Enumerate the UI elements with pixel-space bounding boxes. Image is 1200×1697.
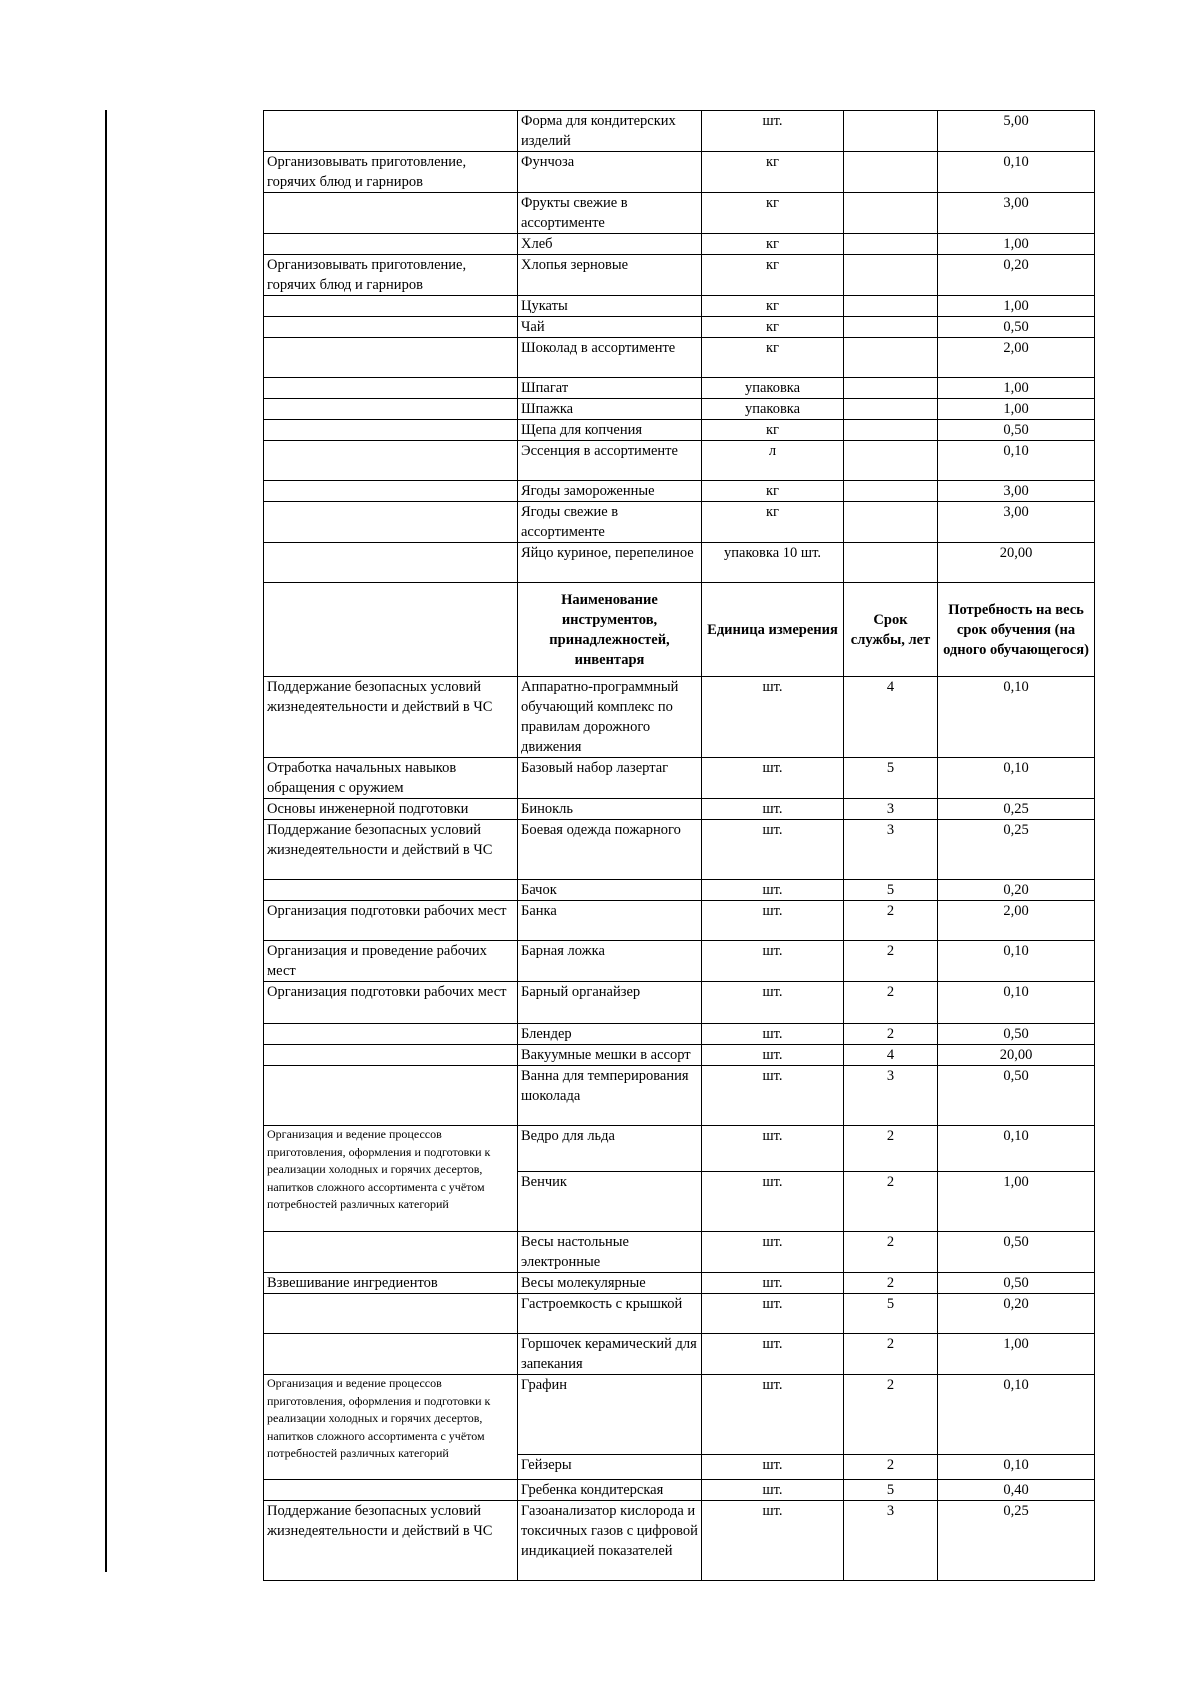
life-cell: 2 [844, 1126, 938, 1172]
table-row [264, 481, 1095, 502]
unit-cell: шт. [702, 1501, 844, 1581]
table-row [264, 1480, 1095, 1501]
life-cell [844, 317, 938, 338]
life-cell: 2 [844, 1024, 938, 1045]
table-row [264, 880, 1095, 901]
activity-cell: Поддержание безопасных условий жизнедеятельности и действий в ЧС [264, 820, 518, 880]
activity-cell: Поддержание безопасных условий жизнедеятельности и действий в ЧС [264, 1501, 518, 1581]
table-row [264, 799, 1095, 820]
need-cell: 0,10 [938, 152, 1095, 193]
table-row [264, 502, 1095, 543]
activity-cell: Организовывать приготовление, горячих блюд и гарниров [264, 255, 518, 296]
activity-cell [264, 543, 518, 583]
unit-cell: шт. [702, 1294, 844, 1334]
unit-cell: шт. [702, 1232, 844, 1273]
header-life: Срок службы, лет [844, 583, 938, 677]
table-row [264, 1045, 1095, 1066]
life-cell [844, 234, 938, 255]
unit-cell: кг [702, 234, 844, 255]
unit-cell: кг [702, 152, 844, 193]
unit-cell: шт. [702, 901, 844, 941]
table-row [264, 378, 1095, 399]
activity-cell [264, 1045, 518, 1066]
life-cell [844, 441, 938, 481]
activity-cell: Организация подготовки рабочих мест [264, 982, 518, 1024]
need-cell: 0,50 [938, 1024, 1095, 1045]
left-margin-line [105, 110, 107, 1572]
table-row [264, 1024, 1095, 1045]
activity-cell [264, 317, 518, 338]
unit-cell: шт. [702, 1066, 844, 1126]
activity-cell: Основы инженерной подготовки [264, 799, 518, 820]
need-cell: 0,10 [938, 941, 1095, 982]
life-cell [844, 111, 938, 152]
unit-cell: л [702, 441, 844, 481]
activity-cell: Поддержание безопасных условий жизнедеятельности и действий в ЧС [264, 677, 518, 758]
unit-cell: шт. [702, 1172, 844, 1232]
life-cell: 5 [844, 1480, 938, 1501]
life-cell: 5 [844, 758, 938, 799]
item-name-cell: Яйцо куриное, перепелиное [518, 543, 702, 583]
header-empty-cell [264, 583, 518, 677]
unit-cell: шт. [702, 880, 844, 901]
table-row [264, 982, 1095, 1024]
life-cell [844, 193, 938, 234]
table-row [264, 1066, 1095, 1126]
activity-cell: Организация и проведение рабочих мест [264, 941, 518, 982]
life-cell: 4 [844, 677, 938, 758]
life-cell: 2 [844, 1375, 938, 1455]
activity-cell [264, 1334, 518, 1375]
table-row [264, 399, 1095, 420]
need-cell: 0,20 [938, 880, 1095, 901]
life-cell: 5 [844, 1294, 938, 1334]
table-row [264, 420, 1095, 441]
need-cell: 3,00 [938, 481, 1095, 502]
item-name-cell: Базовый набор лазертаг [518, 758, 702, 799]
life-cell: 5 [844, 880, 938, 901]
item-name-cell: Банка [518, 901, 702, 941]
need-cell: 0,10 [938, 441, 1095, 481]
activity-cell [264, 338, 518, 378]
activity-cell [264, 193, 518, 234]
item-name-cell: Горшочек керамический для запекания [518, 1334, 702, 1375]
table-row [264, 441, 1095, 481]
unit-cell: шт. [702, 1273, 844, 1294]
life-cell [844, 152, 938, 193]
table-row [264, 1273, 1095, 1294]
unit-cell: кг [702, 296, 844, 317]
table-row [264, 1126, 1095, 1172]
item-name-cell: Цукаты [518, 296, 702, 317]
need-cell: 0,25 [938, 1501, 1095, 1581]
need-cell: 0,25 [938, 799, 1095, 820]
activity-cell [264, 1024, 518, 1045]
table-row [264, 677, 1095, 758]
unit-cell: шт. [702, 111, 844, 152]
item-name-cell: Форма для кондитерских изделий [518, 111, 702, 152]
need-cell: 5,00 [938, 111, 1095, 152]
activity-cell [264, 111, 518, 152]
item-name-cell: Ведро для льда [518, 1126, 702, 1172]
life-cell: 2 [844, 941, 938, 982]
unit-cell: шт. [702, 941, 844, 982]
life-cell: 2 [844, 1273, 938, 1294]
header-need: Потребность на весь срок обучения (на одного обучающегося) [938, 583, 1095, 677]
life-cell: 3 [844, 820, 938, 880]
item-name-cell: Боевая одежда пожарного [518, 820, 702, 880]
need-cell: 0,10 [938, 677, 1095, 758]
need-cell: 0,20 [938, 1294, 1095, 1334]
need-cell: 2,00 [938, 901, 1095, 941]
need-cell: 20,00 [938, 1045, 1095, 1066]
table-row [264, 543, 1095, 583]
item-name-cell: Ягоды свежие в ассортименте [518, 502, 702, 543]
item-name-cell: Барная ложка [518, 941, 702, 982]
activity-cell [264, 234, 518, 255]
life-cell: 2 [844, 901, 938, 941]
life-cell: 2 [844, 1232, 938, 1273]
need-cell: 0,20 [938, 255, 1095, 296]
life-cell [844, 378, 938, 399]
item-name-cell: Щепа для копчения [518, 420, 702, 441]
item-name-cell: Газоанализатор кислорода и токсичных газов с цифровой индикацией показателей [518, 1501, 702, 1581]
life-cell: 2 [844, 1455, 938, 1480]
activity-cell [264, 1480, 518, 1501]
item-name-cell: Аппаратно-программный обучающий комплекс по правилам дорожного движения [518, 677, 702, 758]
item-name-cell: Бинокль [518, 799, 702, 820]
life-cell [844, 338, 938, 378]
unit-cell: кг [702, 255, 844, 296]
unit-cell: шт. [702, 982, 844, 1024]
table-row [264, 941, 1095, 982]
need-cell: 1,00 [938, 378, 1095, 399]
unit-cell: кг [702, 502, 844, 543]
life-cell: 3 [844, 799, 938, 820]
life-cell [844, 420, 938, 441]
unit-cell: шт. [702, 1375, 844, 1455]
activity-cell [264, 420, 518, 441]
need-cell: 0,50 [938, 317, 1095, 338]
item-name-cell: Ванна для темперирования шоколада [518, 1066, 702, 1126]
item-name-cell: Хлеб [518, 234, 702, 255]
table-header-row [264, 583, 1095, 677]
table-row [264, 758, 1095, 799]
life-cell [844, 255, 938, 296]
need-cell: 3,00 [938, 502, 1095, 543]
table-row [264, 901, 1095, 941]
need-cell: 3,00 [938, 193, 1095, 234]
table-row [264, 111, 1095, 152]
need-cell: 2,00 [938, 338, 1095, 378]
item-name-cell: Весы настольные электронные [518, 1232, 702, 1273]
unit-cell: кг [702, 338, 844, 378]
unit-cell: шт. [702, 1455, 844, 1480]
table-row [264, 193, 1095, 234]
activity-cell: Организация и ведение процессов приготовления, оформления и подготовки к реализации холодных и горячих десертов, напитков сложного ассортимента с учётом потребностей различных категорий [264, 1126, 518, 1232]
item-name-cell: Блендер [518, 1024, 702, 1045]
life-cell [844, 296, 938, 317]
table-row [264, 255, 1095, 296]
need-cell: 0,10 [938, 1455, 1095, 1480]
table-row [264, 234, 1095, 255]
item-name-cell: Фрукты свежие в ассортименте [518, 193, 702, 234]
need-cell: 1,00 [938, 399, 1095, 420]
item-name-cell: Шоколад в ассортименте [518, 338, 702, 378]
table-row [264, 1294, 1095, 1334]
life-cell: 4 [844, 1045, 938, 1066]
life-cell [844, 481, 938, 502]
need-cell: 1,00 [938, 1334, 1095, 1375]
unit-cell: шт. [702, 1480, 844, 1501]
unit-cell: кг [702, 481, 844, 502]
item-name-cell: Вакуумные мешки в ассорт [518, 1045, 702, 1066]
life-cell [844, 543, 938, 583]
need-cell: 0,40 [938, 1480, 1095, 1501]
life-cell: 2 [844, 982, 938, 1024]
unit-cell: шт. [702, 820, 844, 880]
unit-cell: шт. [702, 1126, 844, 1172]
life-cell [844, 502, 938, 543]
life-cell: 2 [844, 1334, 938, 1375]
item-name-cell: Графин [518, 1375, 702, 1455]
unit-cell: упаковка [702, 399, 844, 420]
activity-cell: Организация подготовки рабочих мест [264, 901, 518, 941]
activity-cell [264, 1066, 518, 1126]
table-row [264, 820, 1095, 880]
item-name-cell: Венчик [518, 1172, 702, 1232]
table-row [264, 317, 1095, 338]
life-cell [844, 399, 938, 420]
life-cell: 3 [844, 1501, 938, 1581]
item-name-cell: Бачок [518, 880, 702, 901]
need-cell: 0,10 [938, 758, 1095, 799]
activity-cell [264, 1232, 518, 1273]
activity-cell [264, 441, 518, 481]
unit-cell: шт. [702, 1334, 844, 1375]
table-row [264, 1501, 1095, 1581]
item-name-cell: Хлопья зерновые [518, 255, 702, 296]
need-cell: 0,50 [938, 1066, 1095, 1126]
table-row [264, 338, 1095, 378]
need-cell: 0,50 [938, 1232, 1095, 1273]
unit-cell: кг [702, 317, 844, 338]
unit-cell: кг [702, 193, 844, 234]
activity-cell [264, 1294, 518, 1334]
need-cell: 0,10 [938, 982, 1095, 1024]
item-name-cell: Гребенка кондитерская [518, 1480, 702, 1501]
need-cell: 0,50 [938, 420, 1095, 441]
item-name-cell: Шпагат [518, 378, 702, 399]
supplies-table [263, 110, 1095, 1581]
unit-cell: шт. [702, 799, 844, 820]
header-unit: Единица измерения [702, 583, 844, 677]
table-row [264, 1334, 1095, 1375]
unit-cell: шт. [702, 1024, 844, 1045]
unit-cell: упаковка [702, 378, 844, 399]
activity-cell [264, 880, 518, 901]
item-name-cell: Шпажка [518, 399, 702, 420]
item-name-cell: Барный органайзер [518, 982, 702, 1024]
activity-cell: Отработка начальных навыков обращения с оружием [264, 758, 518, 799]
table-row [264, 296, 1095, 317]
item-name-cell: Ягоды замороженные [518, 481, 702, 502]
table-row [264, 1232, 1095, 1273]
activity-cell: Организация и ведение процессов приготовления, оформления и подготовки к реализации холодных и горячих десертов, напитков сложного ассортимента с учётом потребностей различных категорий [264, 1375, 518, 1480]
need-cell: 0,10 [938, 1126, 1095, 1172]
unit-cell: шт. [702, 677, 844, 758]
activity-cell [264, 378, 518, 399]
unit-cell: кг [702, 420, 844, 441]
item-name-cell: Фунчоза [518, 152, 702, 193]
activity-cell [264, 296, 518, 317]
need-cell: 20,00 [938, 543, 1095, 583]
need-cell: 0,10 [938, 1375, 1095, 1455]
item-name-cell: Эссенция в ассортименте [518, 441, 702, 481]
need-cell: 1,00 [938, 1172, 1095, 1232]
table-row [264, 1375, 1095, 1455]
life-cell: 3 [844, 1066, 938, 1126]
unit-cell: упаковка 10 шт. [702, 543, 844, 583]
activity-cell: Организовывать приготовление, горячих блюд и гарниров [264, 152, 518, 193]
item-name-cell: Весы молекулярные [518, 1273, 702, 1294]
activity-cell: Взвешивание ингредиентов [264, 1273, 518, 1294]
need-cell: 1,00 [938, 296, 1095, 317]
header-name: Наименование инструментов, принадлежностей, инвентаря [518, 583, 702, 677]
need-cell: 0,50 [938, 1273, 1095, 1294]
need-cell: 0,25 [938, 820, 1095, 880]
item-name-cell: Гастроемкость с крышкой [518, 1294, 702, 1334]
unit-cell: шт. [702, 1045, 844, 1066]
item-name-cell: Гейзеры [518, 1455, 702, 1480]
unit-cell: шт. [702, 758, 844, 799]
table-row [264, 152, 1095, 193]
life-cell: 2 [844, 1172, 938, 1232]
need-cell: 1,00 [938, 234, 1095, 255]
item-name-cell: Чай [518, 317, 702, 338]
activity-cell [264, 502, 518, 543]
activity-cell [264, 481, 518, 502]
activity-cell [264, 399, 518, 420]
